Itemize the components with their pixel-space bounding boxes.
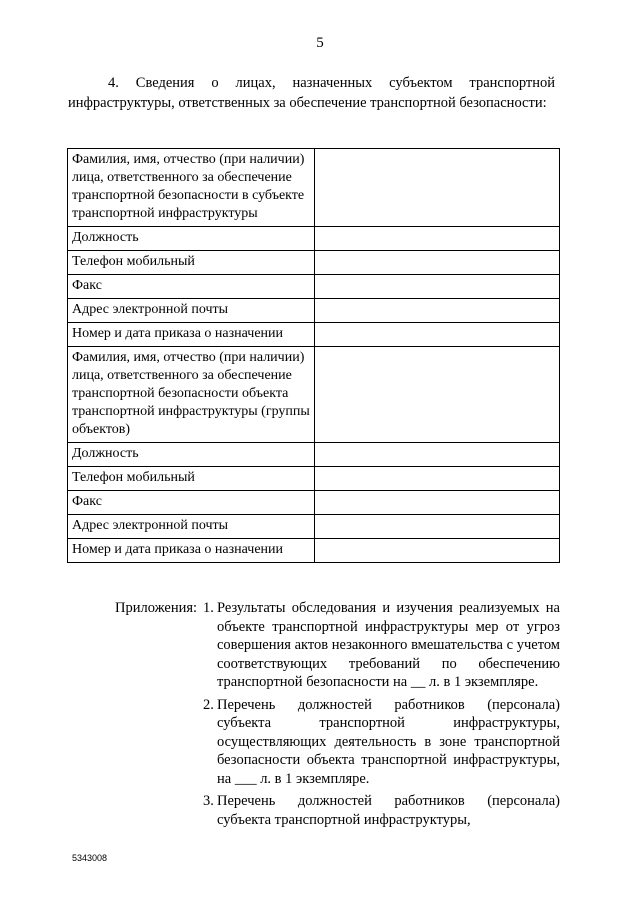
appendix-item-number: 2. (203, 696, 214, 713)
table-row (68, 251, 560, 275)
appendix-list (203, 599, 560, 833)
row-value (315, 515, 560, 539)
row-label: Факс (68, 275, 315, 299)
table-row (68, 347, 560, 443)
section-title: Сведения о лицах, назначенных субъектом транспортной инфраструктуры, ответственных за обеспечение транспортной безопасности: (68, 75, 556, 111)
table-row (68, 515, 560, 539)
appendix-title: Приложения: (115, 600, 198, 616)
row-label: Адрес электронной почты (68, 515, 315, 539)
row-label: Адрес электронной почты (68, 299, 315, 323)
section-number: 4. (108, 75, 119, 91)
row-label: Номер и дата приказа о назначении (68, 539, 315, 563)
row-value (315, 227, 560, 251)
row-label: Фамилия, имя, отчество (при наличии) лица, ответственного за обеспечение транспортной безопасности в субъекте транспортной инфраструктуры (68, 149, 315, 227)
page-number: 5 (316, 35, 324, 51)
row-label: Должность (68, 227, 315, 251)
appendix (115, 599, 560, 833)
table-row (68, 323, 560, 347)
appendix-item-number: 3. (203, 793, 214, 809)
table-row (68, 275, 560, 299)
row-label: Телефон мобильный (68, 467, 315, 491)
appendix-item (203, 696, 560, 789)
table-row (68, 539, 560, 563)
row-value (315, 275, 560, 299)
row-value (315, 323, 560, 347)
appendix-item-text: Перечень должностей работников (персонала) субъекта транспортной инфраструктуры, (217, 793, 560, 828)
table-row (68, 149, 560, 227)
row-value (315, 347, 560, 443)
table-row (68, 443, 560, 467)
appendix-item (203, 599, 560, 692)
row-value (315, 467, 560, 491)
row-value (315, 539, 560, 563)
row-label: Должность (68, 443, 315, 467)
row-label: Факс (68, 491, 315, 515)
row-value (315, 491, 560, 515)
row-label: Номер и дата приказа о назначении (68, 323, 315, 347)
table-row (68, 227, 560, 251)
table-row (68, 491, 560, 515)
row-label: Фамилия, имя, отчество (при наличии) лица, ответственного за обеспечение транспортной безопасности объекта транспортной инфраструктуры (группы объектов) (68, 347, 315, 443)
row-label: Телефон мобильный (68, 251, 315, 275)
row-value (315, 251, 560, 275)
document-code: 5343008 (72, 853, 108, 863)
contacts-table (67, 148, 560, 563)
appendix-item-number: 1. (203, 600, 214, 616)
row-value (315, 299, 560, 323)
table-row (68, 467, 560, 491)
table-row (68, 299, 560, 323)
appendix-item (203, 792, 560, 829)
row-value (315, 443, 560, 467)
row-value (315, 149, 560, 227)
section-heading (68, 73, 555, 113)
appendix-item-text: Перечень должностей работников (персонала) субъекта транспортной инфраструктуры, осуществляющих деятельность в зоне транспортной безопасности объекта транспортной инфраструктуры, на ___ л. в 1 экземпляре. (217, 696, 560, 787)
appendix-item-text: Результаты обследования и изучения реализуемых на объекте транспортной инфраструктуры мер от угроз совершения актов незаконного вмешательства с учетом соответствующих требований по обеспечению транспортной безопасности на __ л. в 1 экземпляре. (217, 600, 560, 690)
